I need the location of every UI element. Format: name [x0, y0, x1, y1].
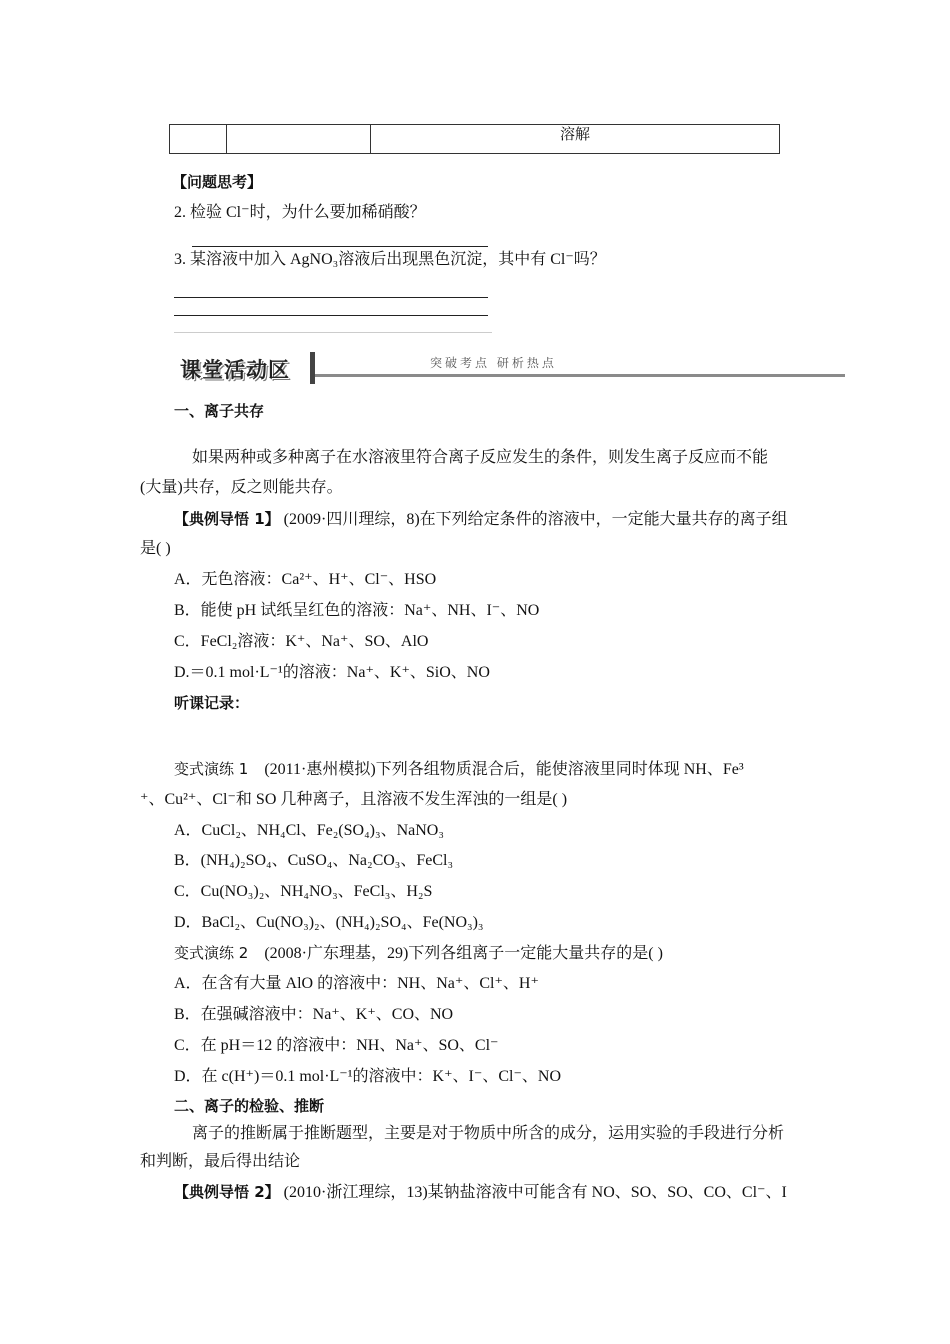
option-b: B．(NH₄)₂SO₄、CuSO₄、Na₂CO₃、FeCl₃	[174, 852, 454, 869]
question-2: 2. 检验 Cl⁻时，为什么要加稀硝酸？	[174, 204, 426, 221]
table-cell: 溶解	[560, 127, 591, 143]
stem-text: (2010·浙江理综，13)某钠盐溶液中可能含有 NO、SO、SO、CO、Cl⁻、I	[283, 1184, 787, 1201]
table-divider	[370, 125, 371, 153]
variant-label: 变式演练 2	[174, 944, 249, 962]
question-heading: 【问题思考】	[172, 173, 263, 191]
stem-text: (2011·惠州模拟)下列各组物质混合后，能使溶液里同时体现 NH、Fe³	[264, 761, 744, 778]
example-2-stem	[174, 1182, 787, 1203]
table-fragment	[169, 124, 780, 154]
option-a: A．在含有大量 AlO 的溶液中：NH、Na⁺、Cl⁺、H⁺	[174, 975, 539, 992]
banner-title: 课堂活动区	[180, 358, 290, 382]
option-c: C．在 pH＝12 的溶液中：NH、Na⁺、SO、Cl⁻	[174, 1037, 499, 1054]
notes-label: 听课记录：	[174, 694, 250, 712]
paragraph-line: 和判断，最后得出结论	[140, 1153, 301, 1170]
option-a: A．无色溶液：Ca²⁺、H⁺、Cl⁻、HSO	[174, 571, 437, 588]
question-3: 3. 某溶液中加入 AgNO₃溶液后出现黑色沉淀，其中有 Cl⁻吗？	[174, 251, 606, 268]
answer-line	[174, 297, 488, 298]
option-b: B．在强碱溶液中：Na⁺、K⁺、CO、NO	[174, 1006, 454, 1023]
banner-bar	[310, 352, 315, 384]
example-1-stem	[174, 509, 788, 530]
banner-subtitle: 突破考点 研析热点	[430, 356, 557, 370]
banner-line	[315, 374, 845, 377]
paragraph-line: (大量)共存，反之则能共存。	[140, 479, 343, 496]
variant-2-stem	[174, 943, 663, 964]
option-c: C．FeCl₂溶液：K⁺、Na⁺、SO、AlO	[174, 633, 429, 650]
variant-1-stem	[174, 759, 744, 780]
stem-text: 是( )	[140, 540, 171, 557]
option-d: D．BaCl₂、Cu(NO₃)₂、(NH₄)₂SO₄、Fe(NO₃)₃	[174, 914, 484, 931]
answer-line	[192, 246, 488, 247]
option-c: C．Cu(NO₃)₂、NH₄NO₃、FeCl₃、H₂S	[174, 883, 433, 900]
example-label: 【典例导悟 1】	[174, 510, 280, 528]
option-b: B．能使 pH 试纸呈红色的溶液：Na⁺、NH、I⁻、NO	[174, 602, 540, 619]
paragraph-line: 离子的推断属于推断题型，主要是对于物质中所含的成分，运用实验的手段进行分析	[192, 1125, 785, 1142]
stem-text: ⁺、Cu²⁺、Cl⁻和 SO 几种离子，且溶液不发生浑浊的一组是( )	[140, 791, 568, 808]
option-a: A．CuCl₂、NH₄Cl、Fe₂(SO₄)₃、NaNO₃	[174, 822, 444, 839]
variant-label: 变式演练 1	[174, 760, 249, 778]
stem-text: (2009·四川理综，8)在下列给定条件的溶液中，一定能大量共存的离子组	[283, 511, 788, 528]
table-divider	[226, 125, 227, 153]
paragraph-line: 如果两种或多种离子在水溶液里符合离子反应发生的条件，则发生离子反应而不能	[192, 449, 769, 466]
answer-line	[174, 315, 488, 316]
example-label: 【典例导悟 2】	[174, 1183, 280, 1201]
section-banner	[172, 352, 844, 386]
option-d: D.＝0.1 mol·L⁻¹的溶液：Na⁺、K⁺、SiO、NO	[174, 664, 490, 681]
stem-text: (2008·广东理基，29)下列各组离子一定能大量共存的是( )	[264, 945, 663, 962]
option-d: D．在 c(H⁺)＝0.1 mol·L⁻¹的溶液中：K⁺、I⁻、Cl⁻、NO	[174, 1068, 561, 1085]
answer-line	[174, 332, 492, 333]
banner-title-box	[172, 352, 310, 384]
section-heading: 二、离子的检验、推断	[174, 1097, 325, 1115]
section-heading: 一、离子共存	[174, 402, 265, 420]
